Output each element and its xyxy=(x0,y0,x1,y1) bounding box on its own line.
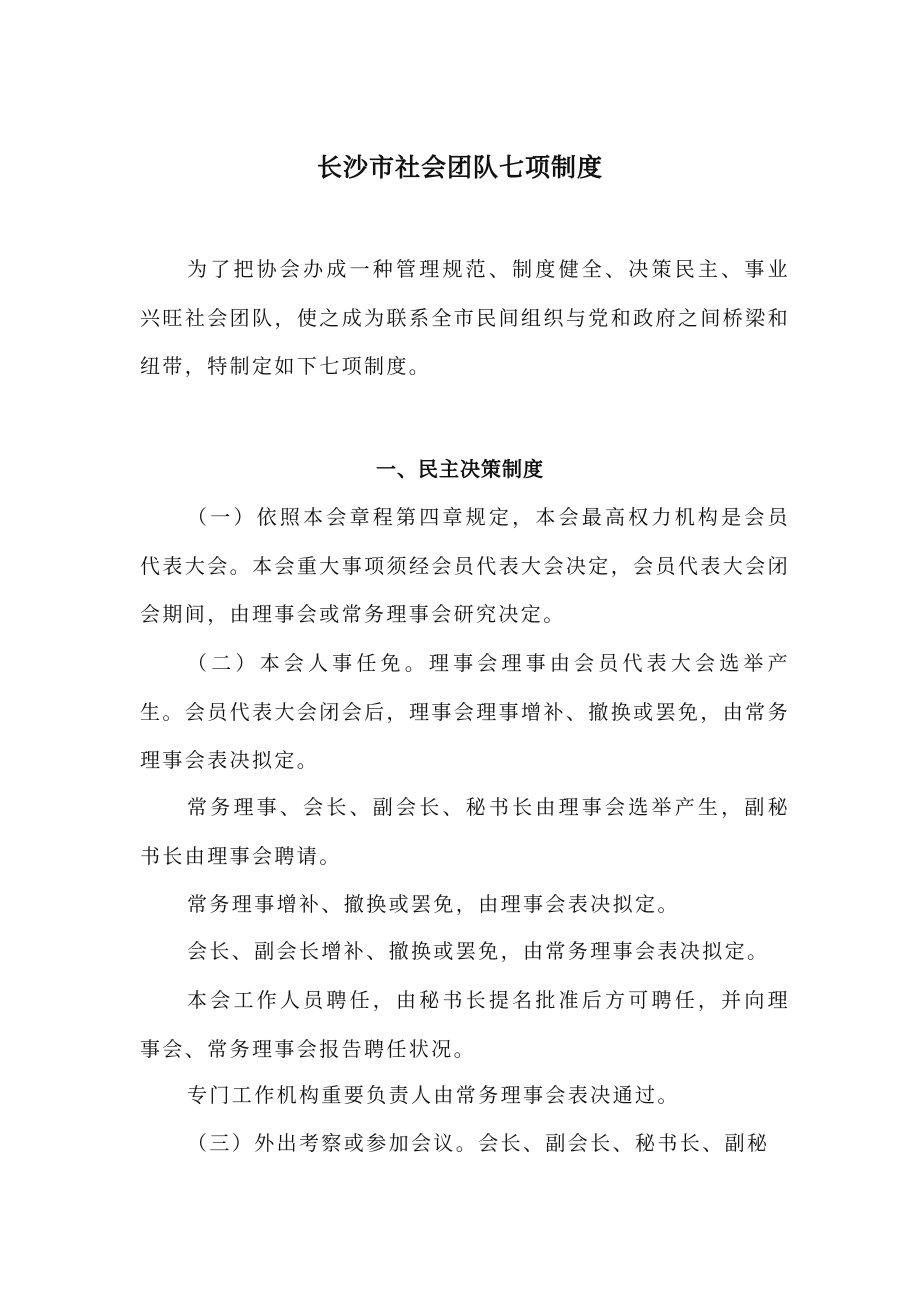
paragraph-item-2: （二）本会人事任免。理事会理事由会员代表大会选举产生。会员代表大会闭会后，理事会理事增补、撤换或罢免，由常务理事会表决拟定。 xyxy=(140,651,790,772)
intro-paragraph: 为了把协会办成一种管理规范、制度健全、决策民主、事业兴旺社会团队，使之成为联系全市民间组织与党和政府之间桥梁和纽带，特制定如下七项制度。 xyxy=(140,257,790,378)
document-title: 长沙市社会团队七项制度 xyxy=(316,153,603,182)
section-heading-democratic-decision: 一、民主决策制度 xyxy=(376,457,544,481)
paragraph-staff-hiring: 本会工作人员聘任，由秘书长提名批准后方可聘任，并向理事会、常务理事会报告聘任状况。 xyxy=(140,988,790,1061)
paragraph-council-election: 常务理事、会长、副会长、秘书长由理事会选举产生，副秘书长由理事会聘请。 xyxy=(140,795,790,868)
paragraph-item-1: （一）依照本会章程第四章规定，本会最高权力机构是会员代表大会。本会重大事项须经会员代表大会决定，会员代表大会闭会期间，由理事会或常务理事会研究决定。 xyxy=(140,505,790,626)
paragraph-president-changes: 会长、副会长增补、撤换或罢免，由常务理事会表决拟定。 xyxy=(187,939,770,963)
paragraph-item-3: （三）外出考察或参加会议。会长、副会长、秘书长、副秘 xyxy=(187,1131,770,1155)
paragraph-department-heads: 专门工作机构重要负责人由常务理事会表决通过。 xyxy=(187,1083,680,1107)
paragraph-standing-council-changes: 常务理事增补、撤换或罢免，由理事会表决拟定。 xyxy=(187,892,680,916)
